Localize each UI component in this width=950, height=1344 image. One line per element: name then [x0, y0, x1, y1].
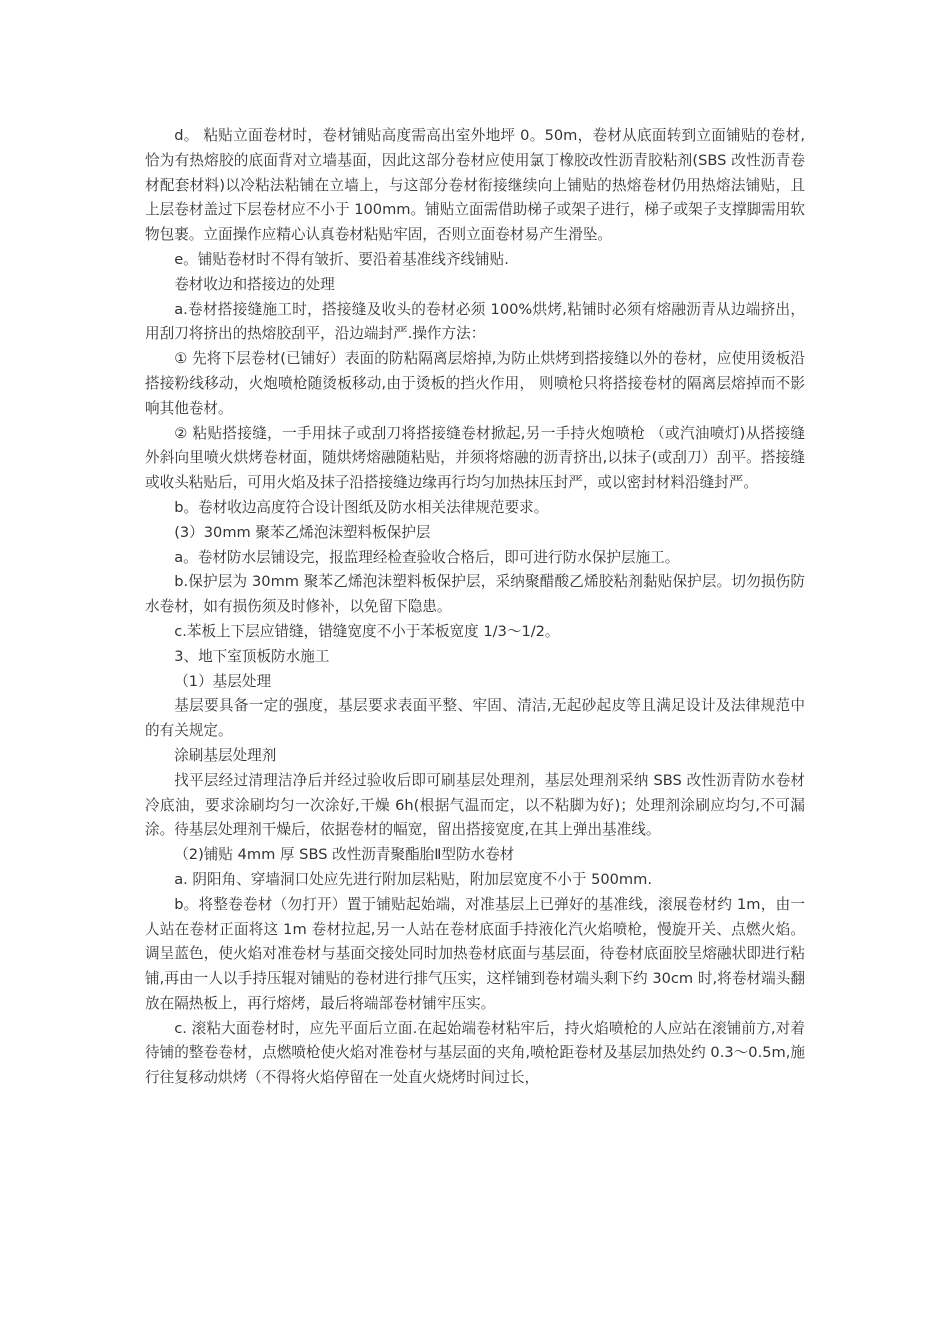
paragraph-step-one: ① 先将下层卷材(已铺好）表面的防粘隔离层熔掉,为防止烘烤到搭接缝以外的卷材，应使用烫板沿搭接粉线移动，火炮喷枪随烫板移动,由于烫板的挡火作用， 则喷枪只将搭接卷材的隔离层熔掉而不影响其他卷材。 [145, 350, 805, 417]
paragraph-membrane-b: b。将整卷卷材（勿打开）置于铺贴起始端，对准基层上已弹好的基准线，滚展卷材约 1m，由一人站在卷材正面将这 1m 卷材拉起,另一人站在卷材底面手持液化汽火焰喷枪，慢旋开关、点燃火焰。调呈蓝色，使火焰对准卷材与基面交接处同时加热卷材底面与基层面，待卷材底面胶呈熔融状即进行粘铺,再由一人以手持压辊对铺贴的卷材进行排气压实，这样铺到卷材端头剩下约 30cm 时,将卷材端头翻放在隔热板上，再行熔烤，最后将端部卷材铺牢压实。 [145, 895, 805, 1012]
paragraph-membrane-c: c. 滚粘大面卷材时，应先平面后立面.在起始端卷材粘牢后，持火焰喷枪的人应站在滚铺前方,对着待铺的整卷卷材，点燃喷枪使火焰对准卷材与基层面的夹角,喷枪距卷材及基层加热处约 0.3～0.5m,施行往复移动烘烤（不得将火焰停留在一处直火烧烤时间过长， [145, 1019, 805, 1087]
heading-protection-layer: (3）30mm 聚苯乙烯泡沫塑料板保护层 [174, 523, 431, 541]
paragraph-protection-b: b.保护层为 30mm 聚苯乙烯泡沫塑料板保护层，采纳聚醋酸乙烯胶粘剂黏贴保护层。切勿损伤防水卷材，如有损伤须及时修补，以免留下隐患。 [145, 573, 805, 616]
paragraph-protection-a: a。卷材防水层铺设完，报监理经检查验收合格后，即可进行防水保护层施工。 [174, 548, 680, 566]
paragraph-edge-height: b。卷材收边高度符合设计图纸及防水相关法律规范要求。 [174, 498, 549, 516]
document-body [145, 124, 805, 1091]
heading-edge-treatment: 卷材收边和搭接边的处理 [174, 275, 335, 293]
paragraph-vertical-membrane: d。 粘贴立面卷材时，卷材铺贴高度需高出室外地坪 0。50m，卷材从底面转到立面铺贴的卷材,恰为有热熔胶的底面背对立墙基面，因此这部分卷材应使用氯丁橡胶改性沥青胶粘剂(SBS 改性沥青卷材配套材料)以冷粘法粘铺在立墙上，与这部分卷材衔接继续向上铺贴的热熔卷材仍用热熔法铺贴，且上层卷材盖过下层卷材应不小于 100mm。铺贴立面需借助梯子或架子进行，梯子或架子支撑脚需用软物包裹。立面操作应精心认真卷材粘贴牢固，否则立面卷材易产生滑坠。 [145, 127, 805, 244]
paragraph-base-requirements: 基层要具备一定的强度，基层要求表面平整、牢固、清洁,无起砂起皮等且满足设计及法律规范中的有关规定。 [145, 697, 805, 740]
heading-primer: 涂刷基层处理剂 [174, 746, 277, 764]
paragraph-membrane-a: a. 阴阳角、穿墙洞口处应先进行附加层粘贴，附加层宽度不小于 500mm. [174, 870, 653, 888]
heading-base-treatment: （1）基层处理 [174, 672, 272, 690]
paragraph-protection-c: c.苯板上下层应错缝，错缝宽度不小于苯板宽度 1/3～1/2。 [174, 622, 560, 640]
paragraph-primer: 找平层经过清理洁净后并经过验收后即可刷基层处理剂，基层处理剂采纳 SBS 改性沥青防水卷材冷底油，要求涂刷均匀一次涂好,干燥 6h(根据气温而定，以不粘脚为好)；处理剂涂刷应均匀,不可漏涂。待基层处理剂干燥后，依据卷材的幅宽，留出搭接宽度,在其上弹出基准线。 [145, 771, 805, 839]
paragraph-seam-construction: a.卷材搭接缝施工时，搭接缝及收头的卷材必须 100%烘烤,粘铺时必须有熔融沥青从边端挤出，用刮刀将挤出的热熔胶刮平，沿边端封严.操作方法： [145, 300, 805, 343]
heading-sbs-membrane: （2)铺贴 4mm 厚 SBS 改性沥青聚酯胎Ⅱ型防水卷材 [174, 846, 515, 864]
paragraph-no-wrinkles: e。铺贴卷材时不得有皱折、要沿着基准线齐线铺贴. [174, 250, 509, 268]
paragraph-step-two: ② 粘贴搭接缝，一手用抹子或刮刀将搭接缝卷材掀起,另一手持火炮喷枪 （或汽油喷灯)从搭接缝外斜向里喷火烘烤卷材面，随烘烤熔融随粘贴，并须将熔融的沥青挤出,以抹子(或刮刀）刮平。搭接缝或收头粘贴后，可用火焰及抹子沿搭接缝边缘再行均匀加热抹压封严，或以密封材料沿缝封严。 [145, 424, 805, 492]
heading-roof-waterproofing: 3、地下室顶板防水施工 [174, 647, 330, 665]
